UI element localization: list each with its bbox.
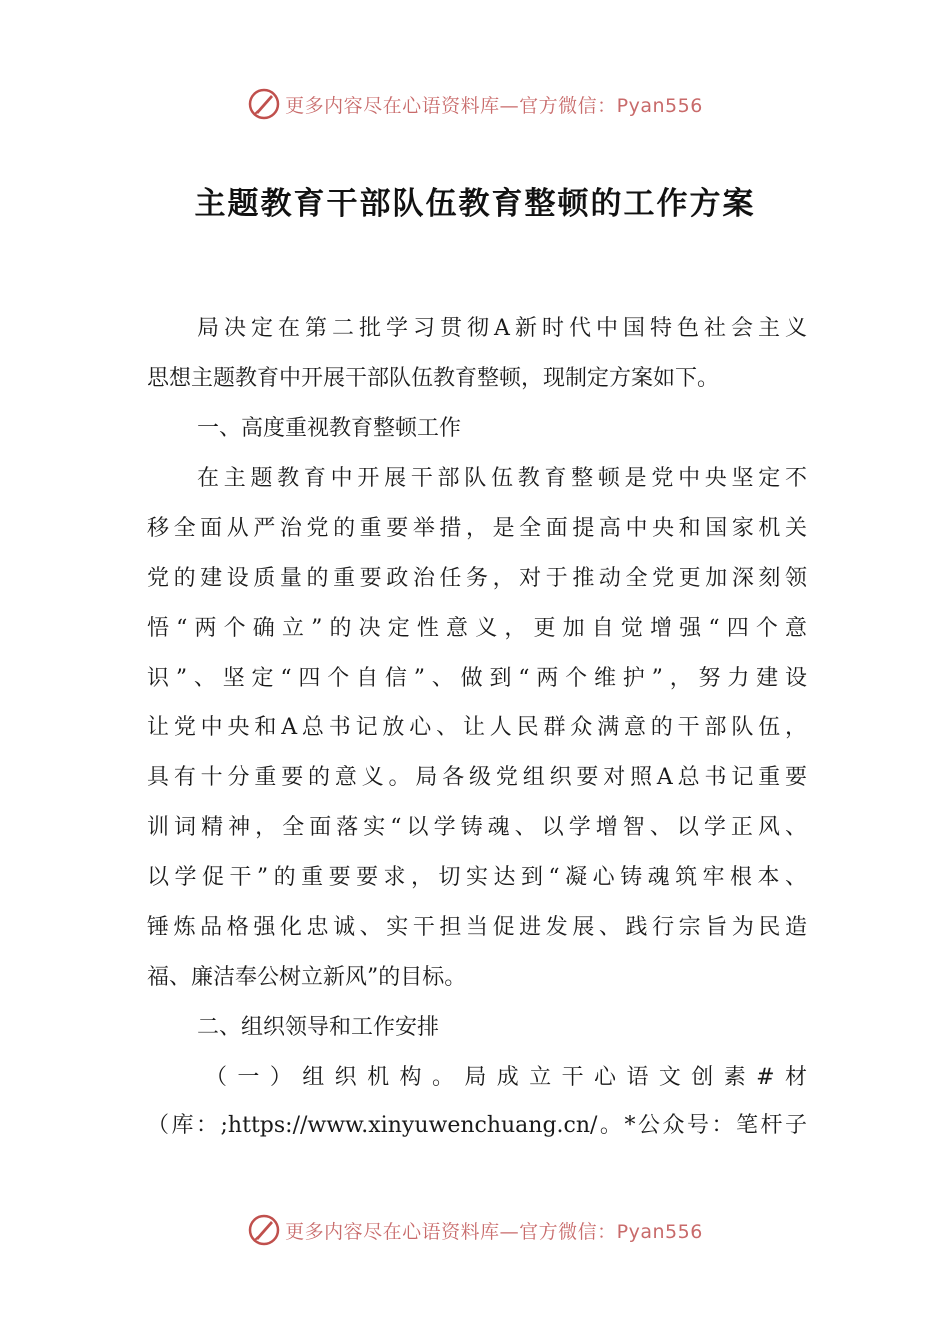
paragraph-line: 训词精神，全面落实“以学铸魂、以学增智、以学正风、	[147, 815, 807, 840]
paragraph-line: 思想主题教育中开展干部队伍教育整顿，现制定方案如下。	[147, 366, 720, 391]
footer-watermark-banner	[0, 1210, 950, 1250]
section-heading: 二、组织领导和工作安排	[197, 1015, 440, 1040]
paragraph-line: 悟“两个确立”的决定性意义，更加自觉增强“四个意	[147, 616, 807, 641]
paragraph-line: （一）组织机构。局成立干心语文创素#材	[205, 1065, 807, 1090]
paragraph-line: 在主题教育中开展干部队伍教育整顿是党中央坚定不	[197, 466, 807, 491]
paragraph-line: （库：;https://www.xinyuwenchuang.cn/。*公众号：笔杆子	[147, 1113, 807, 1138]
header-watermark-banner	[0, 84, 950, 124]
quill-logo-icon	[247, 1213, 281, 1247]
paragraph-line: 让党中央和A总书记放心、让人民群众满意的干部队伍，	[147, 715, 807, 740]
paragraph-line: 移全面从严治党的重要举措，是全面提高中央和国家机关	[147, 516, 807, 541]
quill-logo-icon	[247, 87, 281, 121]
paragraph-line: 局决定在第二批学习贯彻A新时代中国特色社会主义	[197, 316, 807, 341]
header-watermark-text: 更多内容尽在心语资料库—官方微信：Pyan556	[285, 94, 703, 117]
paragraph-line: 以学促干”的重要要求，切实达到“凝心铸魂筑牢根本、	[147, 865, 807, 890]
paragraph-line: 党的建设质量的重要政治任务，对于推动全党更加深刻领	[147, 566, 807, 591]
paragraph-line: 锤炼品格强化忠诚、实干担当促进发展、践行宗旨为民造	[147, 915, 807, 940]
paragraph-line: 具有十分重要的意义。局各级党组织要对照A总书记重要	[147, 765, 807, 790]
paragraph-line: 识”、坚定“四个自信”、做到“两个维护”，努力建设	[147, 666, 807, 691]
paragraph-line: 福、廉洁奉公树立新风”的目标。	[147, 965, 467, 990]
document-title: 主题教育干部队伍教育整顿的工作方案	[194, 186, 756, 222]
section-heading: 一、高度重视教育整顿工作	[197, 416, 462, 441]
footer-watermark-text: 更多内容尽在心语资料库—官方微信：Pyan556	[285, 1220, 703, 1243]
